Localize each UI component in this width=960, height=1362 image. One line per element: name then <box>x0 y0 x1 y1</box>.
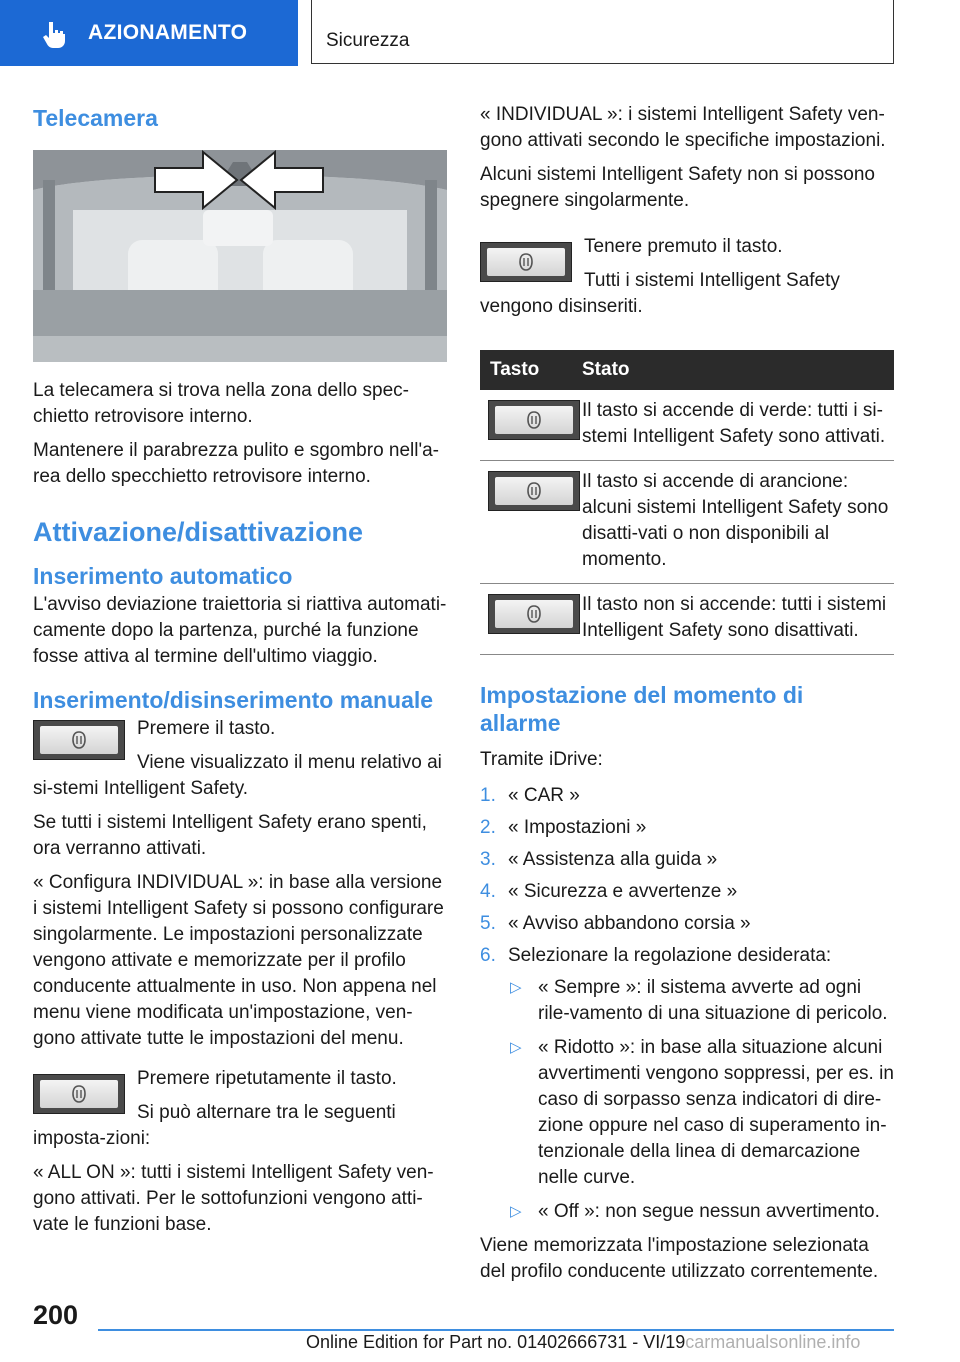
intelligent-safety-button <box>33 720 125 760</box>
list-item: 4. « Sicurezza e avvertenze » <box>480 881 738 902</box>
manual-btn1-line1: Premere il tasto. <box>137 718 276 739</box>
list-item: 3. « Assistenza alla guida » <box>480 849 718 870</box>
heading-alarm-timing: Impostazione del momento di allarme <box>480 682 804 736</box>
manual-btn2-line2: Si può alternare tra le seguenti imposta-zioni: <box>33 1102 396 1149</box>
camera-paragraph-2: Mantenere il parabrezza pulito e sgombro nell'a-rea dello specchietto retrovisore interno. <box>33 440 440 487</box>
footer-divider <box>98 1329 894 1331</box>
table-row <box>480 461 894 584</box>
footer-edition <box>306 1332 860 1353</box>
hold-line1: Tenere premuto il tasto. <box>584 236 783 257</box>
camera-paragraph-1: La telecamera si trova nella zona dello spec-chietto retrovisore interno. <box>33 380 409 427</box>
triangle-bullet-icon: ▷ <box>510 1039 522 1056</box>
list-item: ▷ « Ridotto »: in base alla situazione alcuni avvertimenti vengono soppressi, per es. in caso di sorpasso senza indicatori di dire-zione oppure nel caso di superamento in-tenzionale della linea di demarcazione nelle curve. <box>510 1037 894 1188</box>
lane-safety-icon <box>524 481 544 501</box>
lane-safety-icon <box>69 1084 89 1104</box>
triangle-bullet-icon: ▷ <box>510 979 522 996</box>
auto-paragraph: L'avviso deviazione traiettoria si riattiva automati-camente dopo la partenza, purché la funzione fosse attiva al termine dell'ultimo viaggio. <box>33 594 447 667</box>
chapter-header <box>311 0 894 64</box>
manual-btn2-line1: Premere ripetutamente il tasto. <box>137 1068 397 1089</box>
list-item: 6. Selezionare la regolazione desiderata: ▷ « Sempre »: il sistema avverte ad ogni rile-vamento di una situazione di pericolo. ▷ « Ridotto »: in base alla situazione alcuni avvertimenti vengono soppressi, per es. in caso di sorpasso senza indicatori di dire-zione oppure nel caso di superamento in-tenzionale della linea di demarcazione nelle curve. ▷ « Off »: non segue nessun avvertimento. <box>480 943 894 1225</box>
manual-paragraph-3: « ALL ON »: tutti i sistemi Intelligent Safety ven-gono attivati. Per le sottofunzioni vengono atti-vate le funzioni base. <box>33 1162 434 1235</box>
chapter-title: Sicurezza <box>326 30 410 51</box>
table-row <box>480 390 894 461</box>
saved-paragraph: Viene memorizzata l'impostazione selezionata del profilo conducente utilizzato correntemente. <box>480 1235 879 1282</box>
heading-camera: Telecamera <box>33 105 158 131</box>
table-header-button: Tasto <box>480 350 580 390</box>
list-item: 5. « Avviso abbandono corsia » <box>480 913 751 934</box>
table-header-status: Stato <box>580 350 894 390</box>
left-column <box>33 104 447 1246</box>
button-status-table <box>480 350 894 655</box>
button-off-state <box>488 594 580 634</box>
heading-activation: Attivazione/disattivazione <box>33 517 364 547</box>
hand-icon <box>40 18 70 48</box>
lane-safety-icon <box>69 730 89 750</box>
hold-line2: Tutti i sistemi Intelligent Safety vengono disinseriti. <box>480 270 840 317</box>
lane-safety-icon <box>516 252 536 272</box>
table-cell-status: Il tasto non si accende: tutti i sistemi Intelligent Safety sono disattivati. <box>580 584 894 655</box>
button-green-state <box>488 400 580 440</box>
intelligent-safety-button <box>33 1074 125 1114</box>
table-row <box>480 584 894 655</box>
options-list <box>508 975 894 1225</box>
lane-safety-icon <box>524 410 544 430</box>
steps-list <box>480 783 894 1225</box>
some-systems-paragraph: Alcuni sistemi Intelligent Safety non si possono spegnere singolarmente. <box>480 164 875 211</box>
triangle-bullet-icon: ▷ <box>510 1203 522 1220</box>
intelligent-safety-button <box>480 242 572 282</box>
section-tab <box>0 0 298 66</box>
right-column <box>480 102 894 1293</box>
table-cell-status: Il tasto si accende di arancione: alcuni sistemi Intelligent Safety sono disatti-vati o non disponibili al momento. <box>580 461 894 584</box>
edition-text: Online Edition for Part no. 01402666731 - VI/19 <box>306 1332 686 1352</box>
manual-paragraph-2: « Configura INDIVIDUAL »: in base alla versione i sistemi Intelligent Safety si possono configurare singolarmente. Le impostazioni personalizzate vengono attivate e memorizzate per il profilo conducente attualmente in uso. Non appena nel menu viene modificata un'impostazione, ven-gono attivate tutte le impostazioni del menu. <box>33 872 444 1049</box>
manual-btn1-line2: Viene visualizzato il menu relativo ai si-stemi Intelligent Safety. <box>33 752 442 799</box>
lane-safety-icon <box>524 604 544 624</box>
list-item: ▷ « Off »: non segue nessun avvertimento. <box>508 1199 894 1225</box>
heading-manual: Inserimento/disinserimento manuale <box>33 687 434 713</box>
watermark-text: carmanualsonline.info <box>685 1332 861 1352</box>
list-item: 2. « Impostazioni » <box>480 817 647 838</box>
manual-paragraph-1: Se tutti i sistemi Intelligent Safety erano spenti, ora verranno attivati. <box>33 812 427 859</box>
section-tab-label: AZIONAMENTO <box>88 21 248 44</box>
table-cell-status: Il tasto si accende di verde: tutti i si-stemi Intelligent Safety sono attivati. <box>580 390 894 461</box>
camera-photo <box>33 150 447 362</box>
page-number: 200 <box>33 1300 79 1330</box>
list-item: ▷ « Sempre »: il sistema avverte ad ogni rile-vamento di una situazione di pericolo. <box>510 977 888 1024</box>
heading-auto: Inserimento automatico <box>33 563 293 589</box>
button-orange-state <box>488 471 580 511</box>
list-item: 1. « CAR » <box>480 785 580 806</box>
individual-paragraph: « INDIVIDUAL »: i sistemi Intelligent Safety ven-gono attivati secondo le specifiche impostazioni. <box>480 104 886 151</box>
via-idrive: Tramite iDrive: <box>480 749 603 770</box>
